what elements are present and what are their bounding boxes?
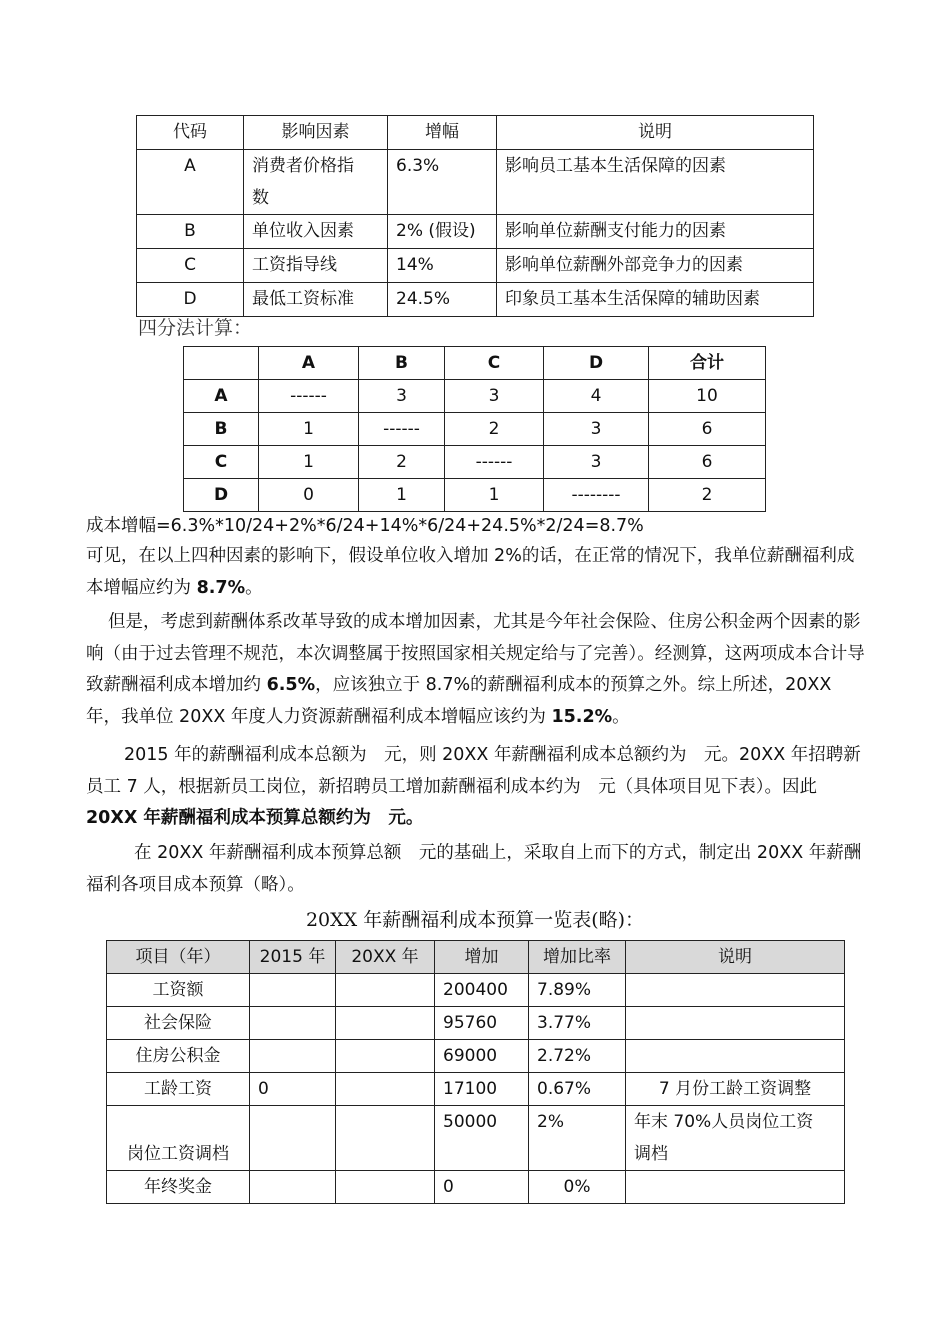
- table-row: [184, 479, 766, 512]
- cell: 0: [435, 1171, 529, 1204]
- paragraph-3: [86, 740, 866, 835]
- cell: [250, 1040, 336, 1073]
- cell: 50000: [435, 1106, 529, 1171]
- header-cell: B: [359, 347, 445, 380]
- cell: 200400: [435, 974, 529, 1007]
- cell: 3: [359, 380, 445, 413]
- table-header-row: [107, 941, 845, 974]
- note-cell: 影响员工基本生活保障的因素: [497, 150, 814, 215]
- cell: [336, 974, 435, 1007]
- note-cell: 影响单位薪酬支付能力的因素: [497, 215, 814, 249]
- cell: 10: [649, 380, 766, 413]
- cell: 7 月份工龄工资调整: [626, 1073, 845, 1106]
- code-cell: C: [137, 249, 244, 283]
- cell: ------: [445, 446, 544, 479]
- item-cell: 工龄工资: [107, 1073, 250, 1106]
- table-row: [137, 215, 814, 249]
- code-cell: B: [137, 215, 244, 249]
- paragraph-text: 。: [612, 706, 630, 727]
- cell: 0: [259, 479, 359, 512]
- table-row: [107, 974, 845, 1007]
- table-row: [184, 446, 766, 479]
- quartile-table: [183, 346, 766, 512]
- table-header-row: [137, 116, 814, 150]
- cell: 95760: [435, 1007, 529, 1040]
- increase-cell: 14%: [388, 249, 497, 283]
- cell: 17100: [435, 1073, 529, 1106]
- formula: 成本增幅=6.3%*10/24+2%*6/24+14%*6/24+24.5%*2/24=8.7%: [86, 516, 644, 536]
- item-cell: 工资额: [107, 974, 250, 1007]
- header-cell: 增加比率: [529, 941, 626, 974]
- header-cell: C: [445, 347, 544, 380]
- header-cell: A: [259, 347, 359, 380]
- row-label: A: [184, 380, 259, 413]
- budget-table: [106, 940, 845, 1204]
- table-row: [137, 249, 814, 283]
- paragraph-text: 可见，在以上四种因素的影响下，假设单位收入增加 2%的话，在正常的情况下，我单位薪酬福利成本增幅应约为: [86, 546, 855, 598]
- note-line: 调档: [634, 1144, 668, 1164]
- factor-line: 消费者价格指: [252, 156, 354, 176]
- cell: 3.77%: [529, 1007, 626, 1040]
- paragraph-1: [86, 541, 866, 604]
- table-row: [107, 1007, 845, 1040]
- header-cell: 增幅: [388, 116, 497, 150]
- cell: [250, 974, 336, 1007]
- cell: 3: [445, 380, 544, 413]
- cell: [336, 1106, 435, 1171]
- table-row: [107, 1106, 845, 1171]
- cell: 2: [445, 413, 544, 446]
- cell: [336, 1171, 435, 1204]
- header-cell: [184, 347, 259, 380]
- header-cell: 代码: [137, 116, 244, 150]
- emphasis: 8.7%: [196, 577, 246, 598]
- item-cell: 住房公积金: [107, 1040, 250, 1073]
- cell: 3: [544, 446, 649, 479]
- emphasis: 6.5%: [266, 675, 316, 695]
- paragraph-2: [86, 607, 866, 733]
- cell: ------: [259, 380, 359, 413]
- cell: 1: [359, 479, 445, 512]
- cell: 2.72%: [529, 1040, 626, 1073]
- paragraph-text: ，应该独立于 8.7%的薪酬福利成本的预算之外。综上所述，20XX 年，我单位 20XX 年度人力资源薪酬福利成本增幅应该约为: [86, 675, 832, 727]
- header-cell: 说明: [497, 116, 814, 150]
- budget-table-title: 20XX 年薪酬福利成本预算一览表(略)：: [305, 909, 645, 931]
- emphasis: 20XX 年薪酬福利成本预算总额约为 元。: [86, 808, 424, 828]
- cell: 69000: [435, 1040, 529, 1073]
- table-header-row: [184, 347, 766, 380]
- quartile-heading: 四分法计算：: [138, 317, 253, 339]
- cell: 4: [544, 380, 649, 413]
- header-cell: 2015 年: [250, 941, 336, 974]
- row-label: D: [184, 479, 259, 512]
- row-label: C: [184, 446, 259, 479]
- cell: 0%: [529, 1171, 626, 1204]
- increase-cell: 24.5%: [388, 283, 497, 317]
- cell: [250, 1171, 336, 1204]
- factor-cell: [244, 150, 388, 215]
- table-row: [137, 150, 814, 215]
- cell: 0: [250, 1073, 336, 1106]
- cell: [250, 1007, 336, 1040]
- cell: [626, 1007, 845, 1040]
- table-row: [184, 413, 766, 446]
- header-cell: 项目（年）: [107, 941, 250, 974]
- factor-table: [136, 115, 814, 317]
- factor-cell: 最低工资标准: [244, 283, 388, 317]
- cell: [336, 1007, 435, 1040]
- header-cell: 20XX 年: [336, 941, 435, 974]
- cell: 7.89%: [529, 974, 626, 1007]
- cell: 1: [259, 446, 359, 479]
- increase-cell: 2% (假设): [388, 215, 497, 249]
- header-cell: 增加: [435, 941, 529, 974]
- note-cell: 影响单位薪酬外部竞争力的因素: [497, 249, 814, 283]
- emphasis: 15.2%: [551, 706, 613, 727]
- header-cell: D: [544, 347, 649, 380]
- factor-cell: 工资指导线: [244, 249, 388, 283]
- note-line: 年末 70%人员岗位工资: [634, 1112, 814, 1132]
- note-cell: 印象员工基本生活保障的辅助因素: [497, 283, 814, 317]
- cell: 2: [359, 446, 445, 479]
- cell: 1: [259, 413, 359, 446]
- factor-line: 数: [252, 188, 269, 208]
- table-row: [107, 1171, 845, 1204]
- cell: --------: [544, 479, 649, 512]
- note-cell: [626, 1106, 845, 1171]
- table-row: [137, 283, 814, 317]
- cell: 0.67%: [529, 1073, 626, 1106]
- header-cell: 影响因素: [244, 116, 388, 150]
- item-cell: 岗位工资调档: [107, 1106, 250, 1171]
- table-row: [107, 1073, 845, 1106]
- cell: [626, 1171, 845, 1204]
- paragraph-text: 但是，考虑到薪酬体系改革导致的成本增加因素，尤其是今年社会保险、住房公积金两个因素的影响（由于过去管理不规范，本次调整属于按照国家相关规定给与了完善）。经测算，这两项成本合计导致薪酬福利成本增加约: [86, 612, 865, 695]
- cell: [626, 974, 845, 1007]
- cell: 3: [544, 413, 649, 446]
- cell: 6: [649, 446, 766, 479]
- header-cell: 说明: [626, 941, 845, 974]
- table-row: [184, 380, 766, 413]
- cell: 1: [445, 479, 544, 512]
- cell: 2: [649, 479, 766, 512]
- cell: 6: [649, 413, 766, 446]
- item-cell: 社会保险: [107, 1007, 250, 1040]
- row-label: B: [184, 413, 259, 446]
- cell: [250, 1106, 336, 1171]
- increase-cell: 6.3%: [388, 150, 497, 215]
- header-cell: 合计: [649, 347, 766, 380]
- code-cell: A: [137, 150, 244, 215]
- code-cell: D: [137, 283, 244, 317]
- cell: [626, 1040, 845, 1073]
- factor-cell: 单位收入因素: [244, 215, 388, 249]
- paragraph-text: 。: [245, 577, 263, 598]
- paragraph-4: 在 20XX 年薪酬福利成本预算总额 元的基础上，采取自上而下的方式，制定出 20XX 年薪酬福利各项目成本预算（略）。: [86, 843, 862, 895]
- cell: [336, 1073, 435, 1106]
- table-row: [107, 1040, 845, 1073]
- cell: 2%: [529, 1106, 626, 1171]
- cell: [336, 1040, 435, 1073]
- item-cell: 年终奖金: [107, 1171, 250, 1204]
- cell: ------: [359, 413, 445, 446]
- paragraph-text: 2015 年的薪酬福利成本总额为 元，则 20XX 年薪酬福利成本总额约为 元。20XX 年招聘新员工 7 人，根据新员工岗位，新招聘员工增加薪酬福利成本约为 元（具体项目见下表）。因此: [86, 745, 861, 797]
